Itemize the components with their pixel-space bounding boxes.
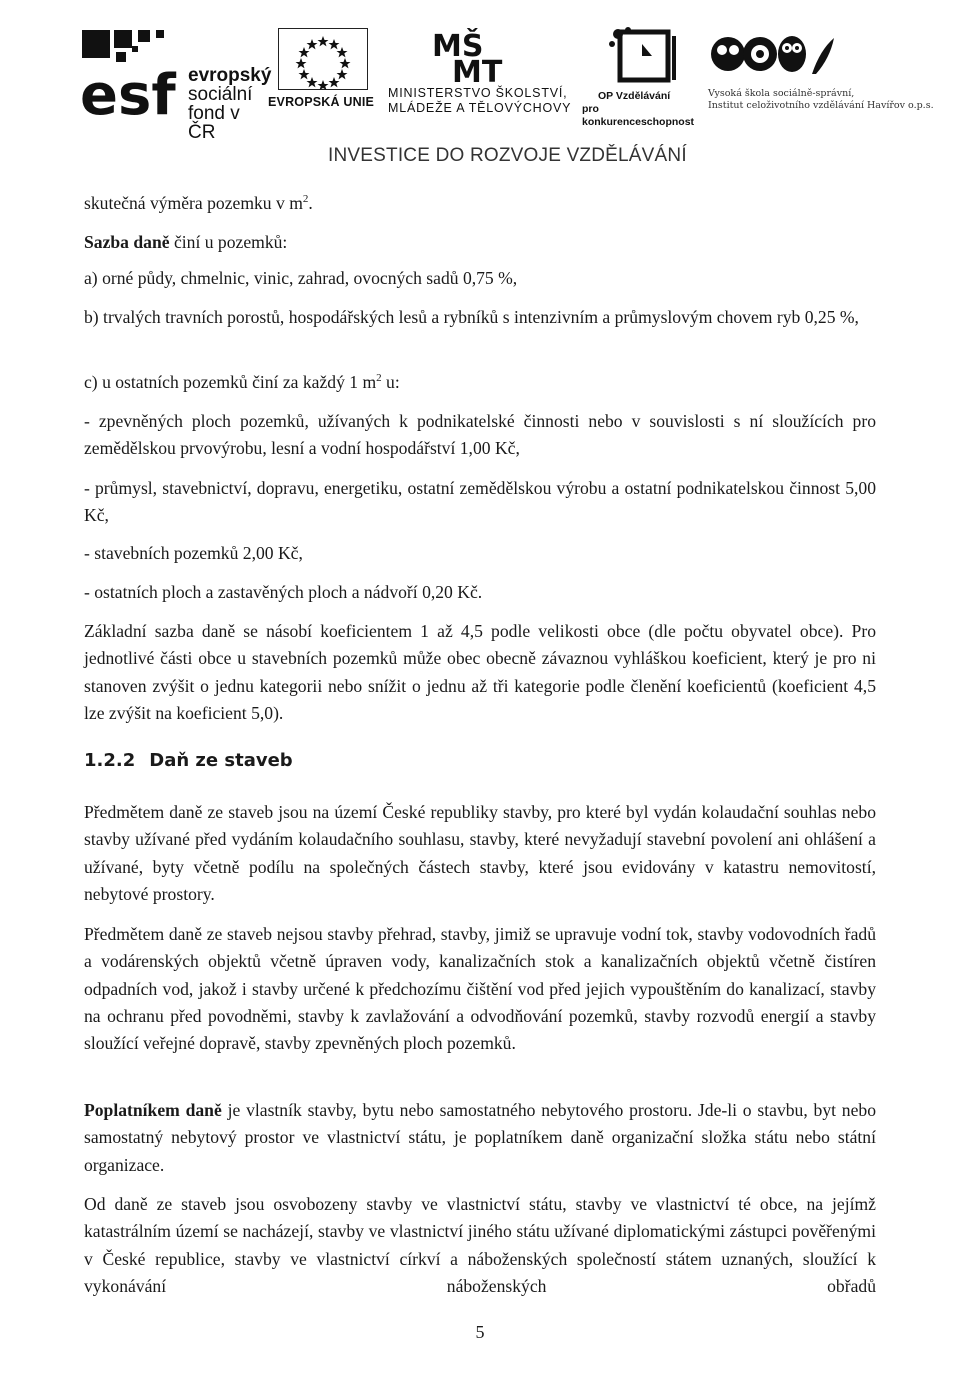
text-span: činí u pozemků: xyxy=(169,232,288,252)
eu-flag-icon xyxy=(278,28,368,90)
msmt-logo xyxy=(388,26,578,118)
section-heading xyxy=(84,750,293,771)
paragraph-base-rate: Základní sazba daně se násobí koeficientem 1 až 4,5 podle velikosti obce (dle počtu obyvatel obce). Pro jednotlivé části obce u stavebních pozemků může obec obecně závaznou vyhláškou koeficient, který je pro ni stanoven zvýšit o jednu kategorii nebo snížit o jednu až tři kategorie podle členění koeficientů (koeficient 4,5 lze zvýšit na koeficient 5,0). xyxy=(84,621,876,723)
list-item-b: b) trvalých travních porostů, hospodářských lesů a rybníků s intenzivním a průmyslovým chovem ryb 0,25 %, xyxy=(84,307,859,327)
logo-header xyxy=(0,0,960,175)
esf-text-line: sociální xyxy=(188,84,253,105)
investice-slogan: INVESTICE DO ROZVOJE VZDĚLÁVÁNÍ xyxy=(328,145,687,166)
dash-item: - stavebních pozemků 2,00 Kč, xyxy=(84,543,303,563)
opvk-logo-icon xyxy=(606,26,684,88)
vsss-label-line: Institut celoživotního vzdělávání Havířov o.p.s. xyxy=(708,100,934,111)
msmt-label-line: MLÁDEŽE A TĚLOVÝCHOVY xyxy=(388,101,572,115)
msmt-mark-top: MŠ xyxy=(432,29,484,64)
section-number: 1.2.2 xyxy=(84,750,136,771)
esf-logo xyxy=(80,28,272,143)
bold-term: Poplatníkem daně xyxy=(84,1100,222,1120)
superscript: 2 xyxy=(376,372,382,384)
section-title: Daň ze staveb xyxy=(149,750,293,771)
msmt-label xyxy=(388,86,571,116)
msmt-label-line: MINISTERSTVO ŠKOLSTVÍ, xyxy=(388,86,568,100)
vsss-owl-logo-icon xyxy=(708,30,853,82)
list-item-c xyxy=(84,369,876,396)
paragraph-subject: Předmětem daně ze staveb jsou na území České republiky stavby, pro které byl vydán kolaudační souhlas nebo stavby užívané před vydáním kolaudačního souhlasu, stavby, které nevyžadují stavební povolení ani ohlášení a užívané, byty včetně podílu na společných částech stavby, které jsou evidovány v katastru nemovitostí, nebytové prostory. xyxy=(84,802,876,904)
text-span: . xyxy=(308,193,313,213)
msmt-logo-icon xyxy=(430,26,530,84)
esf-text xyxy=(188,66,271,142)
esf-letters-text: esf xyxy=(80,63,176,118)
paragraph-payer xyxy=(84,1097,876,1179)
paragraph-rate-heading xyxy=(84,229,876,256)
text-span: c) u ostatních pozemků činí za každý 1 m xyxy=(84,372,377,392)
esf-text-line: fond v ČR xyxy=(188,103,240,143)
opvk-logo xyxy=(582,26,704,128)
msmt-mark-bottom: MT xyxy=(452,55,503,84)
esf-logo-icon xyxy=(80,28,190,118)
paragraph-area xyxy=(84,190,876,217)
paragraph-not-subject: Předmětem daně ze staveb nejsou stavby přehrad, stavby, jimiž se upravuje vodní tok, stavby vodovodních řadů a vodárenských objektů včetně úpraven vody, kanalizačních stok a kanalizačních objektů včetně čistíren odpadních vod, jakož i stavby určené k předchozímu čištění vod před jejich vypouštěním do kanalizací, stavby na ochranu před povodněmi, stavby k zavlažování a odvodňování pozemků, stavby rozvodů energií a stavby sloužící veřejné dopravě, stavby zpevněných ploch pozemků. xyxy=(84,924,876,1054)
list-item-a: a) orné půdy, chmelnic, vinic, zahrad, ovocných sadů 0,75 %, xyxy=(84,268,518,288)
text-span: skutečná výměra pozemku v m xyxy=(84,193,303,213)
dash-item: - zpevněných ploch pozemků, užívaných k podnikatelské činnosti nebo v souvislosti s ní sloužících pro zemědělskou prvovýrobu, lesní a vodní hospodářství 1,00 Kč, xyxy=(84,411,876,459)
paragraph-exempt: Od daně ze staveb jsou osvobozeny stavby ve vlastnictví státu, stavby ve vlastnictví té obce, na jejímž katastrálním území se nacházejí, stavby ve vlastnictví jiného státu užívané diplomatickými zástupci pověřenými v České republice, stavby ve vlastnictví církví a náboženských společností státem uznaných, sloužící k vykonávání náboženských obřadů xyxy=(84,1194,876,1296)
esf-text-line: evropský xyxy=(188,65,272,86)
dash-item: - průmysl, stavebnictví, dopravu, energetiku, ostatní zemědělskou výrobu a ostatní podnikatelskou činnost 5,00 Kč, xyxy=(84,478,876,526)
bold-term: Sazba daně xyxy=(84,232,170,252)
eu-label: EVROPSKÁ UNIE xyxy=(268,95,375,109)
vsss-label-line: Vysoká škola sociálně-správní, xyxy=(708,88,855,99)
opvk-label-line: OP Vzdělávání xyxy=(598,90,671,102)
vsss-logo xyxy=(708,30,934,115)
superscript: 2 xyxy=(302,193,309,205)
opvk-label xyxy=(582,90,704,129)
page-number: 5 xyxy=(475,1322,485,1342)
opvk-label-line: pro konkurenceschopnost xyxy=(582,103,695,128)
vsss-label xyxy=(708,88,934,112)
dash-item: - ostatních ploch a zastavěných ploch a nádvoří 0,20 Kč. xyxy=(84,582,483,602)
text-span: u: xyxy=(381,372,400,392)
eu-logo xyxy=(268,28,380,120)
text-span: je vlastník stavby, bytu nebo samostatného nebytového prostoru. Jde-li o stavbu, byt nebo samostatný nebytový prostor ve vlastnictví státu, je poplatníkem daně organizační složka státu nebo státní organizace. xyxy=(84,1100,877,1175)
